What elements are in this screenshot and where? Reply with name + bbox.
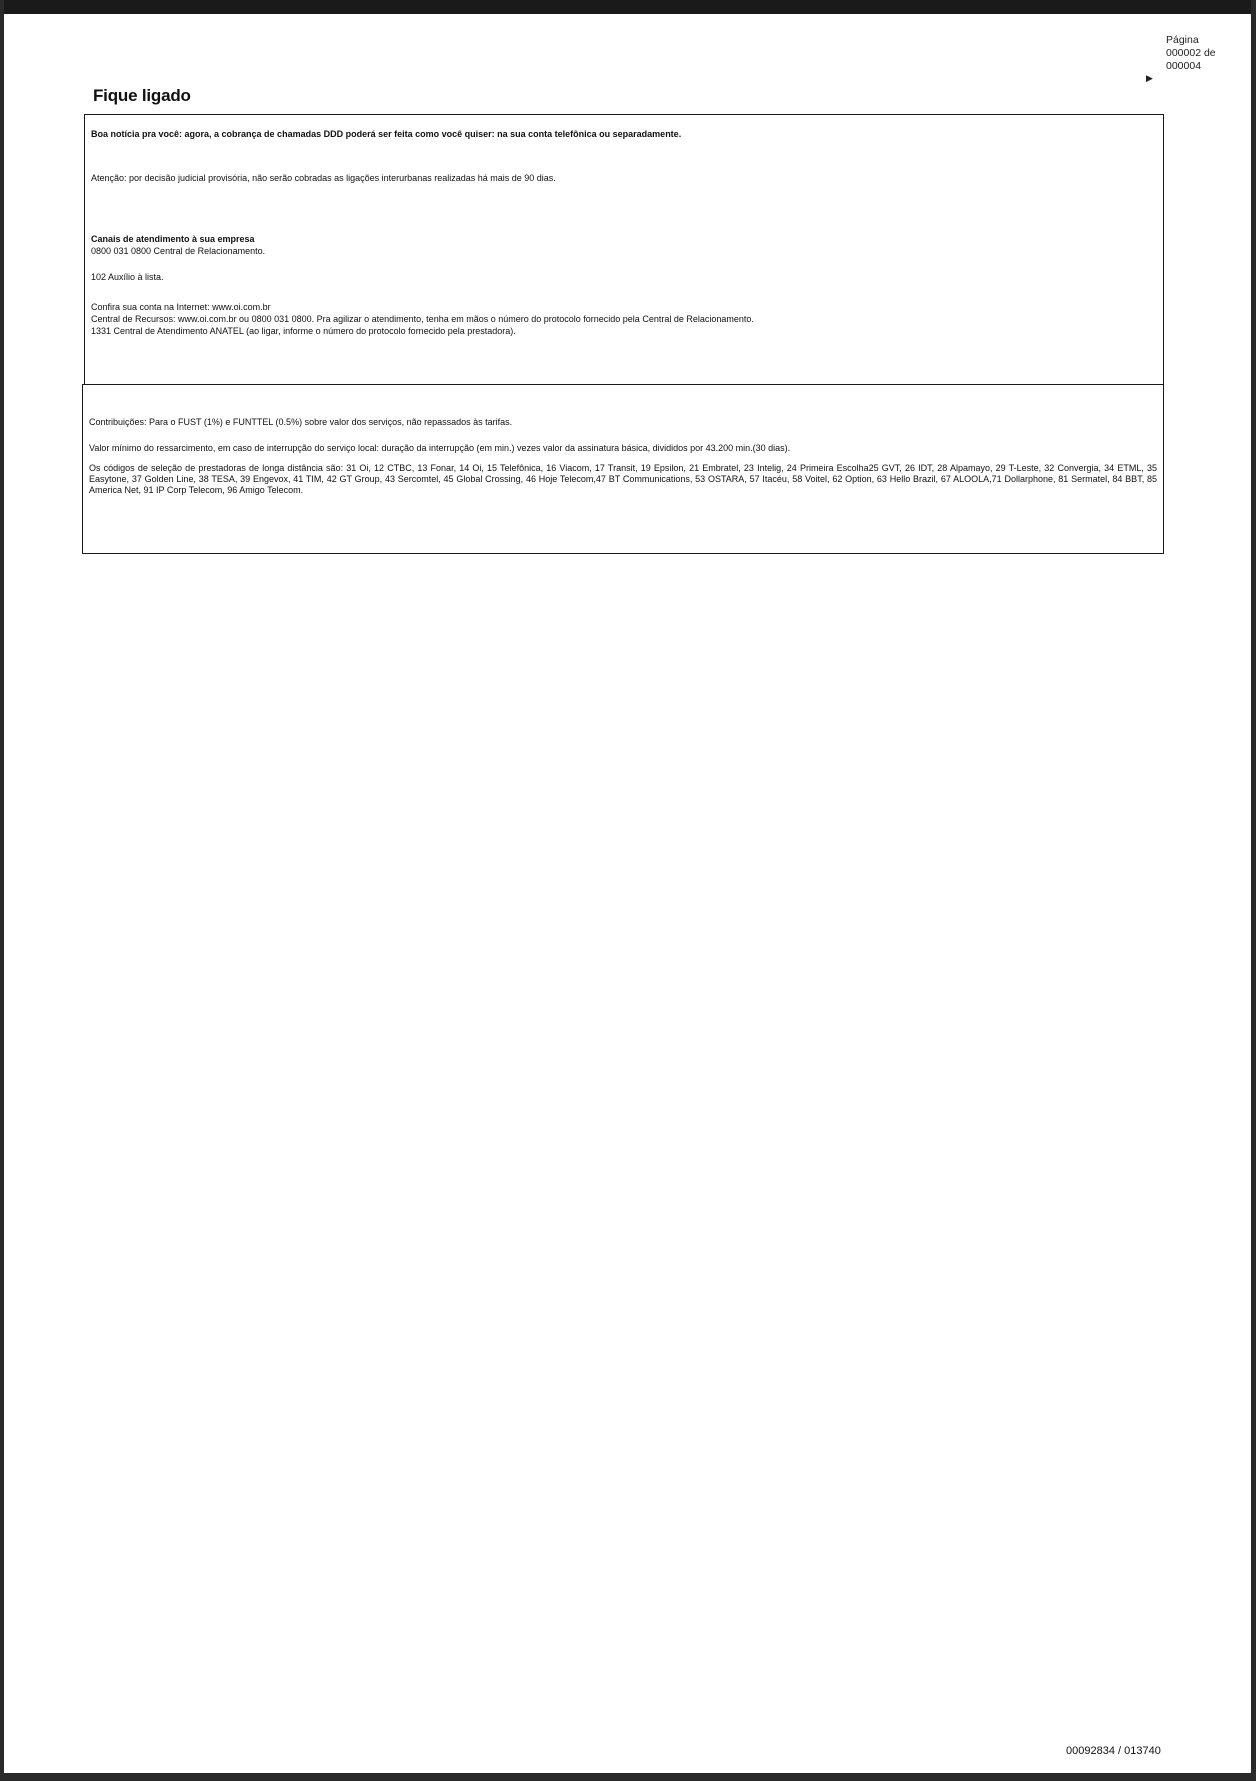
arrow-marker-icon: ▶ bbox=[1146, 73, 1153, 83]
anatel-text: 1331 Central de Atendimento ANATEL (ao ligar, informe o número do protocolo fornecido pela prestadora). bbox=[91, 326, 516, 336]
page-label: Página bbox=[1166, 34, 1199, 46]
internet-text: Confira sua conta na Internet: www.oi.com.br bbox=[91, 302, 271, 312]
good-news-text: Boa notícia pra você: agora, a cobrança de chamadas DDD poderá ser feita como você quiser: na sua conta telefônica ou separadamente. bbox=[91, 129, 682, 139]
scan-right-edge bbox=[1251, 0, 1256, 1781]
scan-top-edge bbox=[0, 0, 1256, 14]
section-title: Fique ligado bbox=[93, 86, 191, 105]
page-current: 000002 de bbox=[1166, 47, 1216, 59]
page-total: 000004 bbox=[1166, 60, 1202, 72]
directory-text: 102 Auxílio à lista. bbox=[91, 272, 164, 282]
page-counter bbox=[1166, 34, 1216, 73]
scan-left-edge bbox=[0, 0, 4, 1781]
info-box bbox=[84, 114, 1164, 385]
contributions-box bbox=[82, 384, 1164, 554]
scan-bottom-edge bbox=[0, 1773, 1256, 1781]
refund-text: Valor mínimo do ressarcimento, em caso de interrupção do serviço local: duração da interrupção (em min.) vezes valor da assinatura básica, divididos por 43.200 min.(30 dias). bbox=[89, 443, 791, 453]
carrier-codes-text: Os códigos de seleção de prestadoras de longa distância são: 31 Oi, 12 CTBC, 13 Fonar, 14 Oi, 15 Telefônica, 16 Viacom, 17 Transit, 19 Epsilon, 21 Embratel, 23 Intelig, 24 Primeira Escolha25 GVT, 26 IDT, 28 Alpamayo, 29 T-Leste, 32 Convergia, 34 ETML, 35 Easytone, 37 Golden Line, 38 TESA, 39 Engevox, 41 TIM, 42 GT Group, 43 Sercomtel, 45 Global Crossing, 46 Hoje Telecom,47 BT Communications, 53 OSTARA, 57 Itacéu, 58 Voitel, 62 Option, 63 Hello Brazil, 67 ALOOLA,71 Dollarphone, 81 Sermatel, 84 BBT, 85 America Net, 91 IP Corp Telecom, 96 Amigo Telecom. bbox=[89, 463, 1157, 495]
contributions-text: Contribuições: Para o FUST (1%) e FUNTTEL (0.5%) sobre valor dos serviços, não repassados às tarifas. bbox=[89, 417, 513, 427]
appeals-text: Central de Recursos: www.oi.com.br ou 0800 031 0800. Pra agilizar o atendimento, tenha em mãos o número do protocolo fornecido pela Central de Relacionamento. bbox=[91, 314, 754, 324]
attention-text: Atenção: por decisão judicial provisória, não serão cobradas as ligações interurbanas realizadas há mais de 90 dias. bbox=[91, 173, 556, 183]
channels-heading: Canais de atendimento à sua empresa bbox=[91, 234, 255, 244]
channels-phone: 0800 031 0800 Central de Relacionamento. bbox=[91, 246, 266, 256]
document-id: 00092834 / 013740 bbox=[1066, 1745, 1161, 1757]
